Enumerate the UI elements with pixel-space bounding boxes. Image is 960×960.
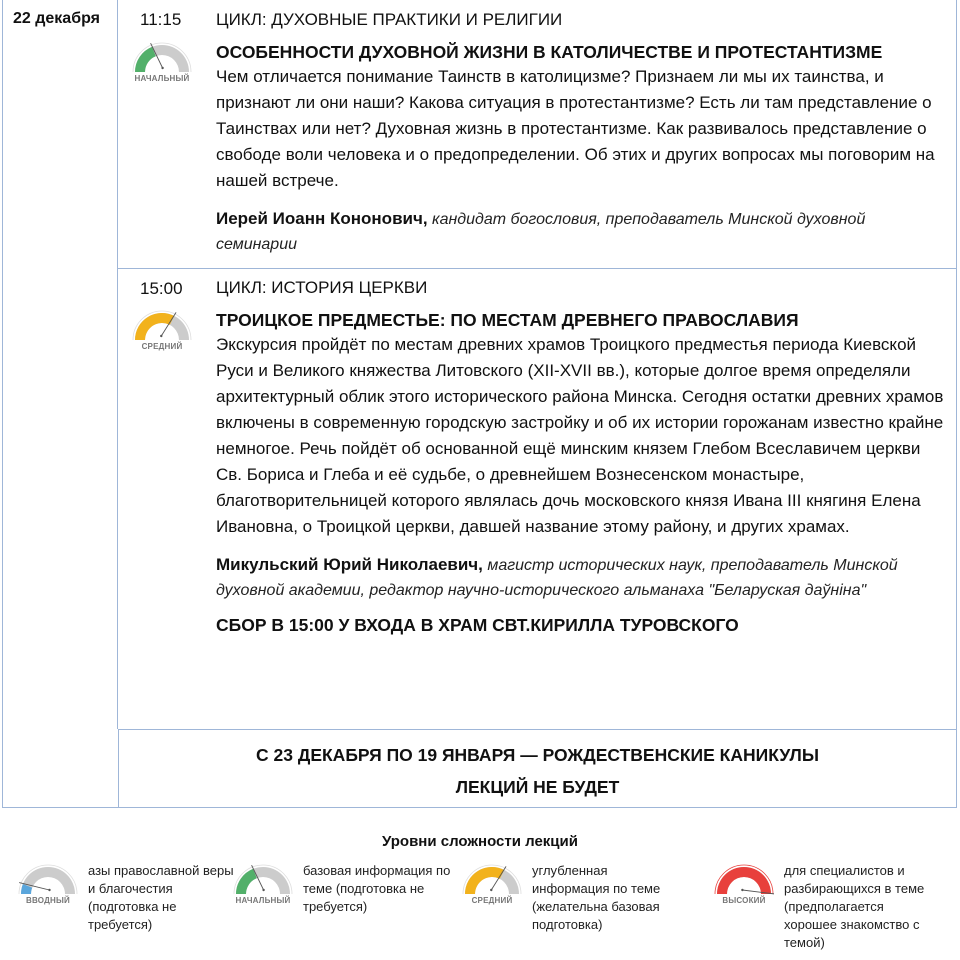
gauge-pivot bbox=[161, 67, 163, 69]
holiday-line-2: ЛЕКЦИЙ НЕ БУДЕТ bbox=[455, 777, 620, 797]
date-label: 22 декабря bbox=[13, 10, 100, 27]
holiday-line-1: С 23 ДЕКАБРЯ ПО 19 ЯНВАРЯ — РОЖДЕСТВЕНСКИЕ КАНИКУЛЫ bbox=[256, 745, 819, 765]
legend-level-text: углубленная информация по теме (желательна базовая подготовка) bbox=[532, 863, 661, 932]
speaker-info: магистр исторических наук, преподаватель Минской духовной академии, редактор научно-исторического альманаха "Беларуская даўніна" bbox=[216, 557, 898, 599]
lecture-speaker bbox=[216, 552, 948, 603]
legend-title: Уровни сложности лекций bbox=[382, 833, 578, 850]
lecture-cycle: ЦИКЛ: ДУХОВНЫЕ ПРАКТИКИ И РЕЛИГИИ bbox=[216, 10, 563, 29]
gauge-pivot bbox=[160, 335, 162, 337]
difficulty-gauge-icon bbox=[132, 308, 192, 351]
legend-level-text: азы православной веры и благочестия (подготовка не требуется) bbox=[88, 863, 234, 932]
lecture-speaker bbox=[216, 206, 948, 257]
gauge-pivot bbox=[490, 889, 492, 891]
gauge-introductory-icon bbox=[18, 862, 78, 905]
speaker-info: кандидат богословия, преподаватель Минской духовной семинарии bbox=[216, 211, 866, 253]
lecture-time: 15:00 bbox=[140, 279, 183, 298]
legend-level-text: базовая информация по теме (подготовка не требуется) bbox=[303, 863, 451, 914]
gauge-beginner-icon bbox=[233, 862, 293, 905]
legend-item-advanced bbox=[714, 862, 925, 950]
legend-level-label: НАЧАЛЬНЫЙ bbox=[235, 896, 291, 905]
speaker-name: Микульский Юрий Николаевич, bbox=[216, 555, 483, 574]
legend-item-intermediate bbox=[462, 862, 661, 932]
lecture-row bbox=[118, 0, 956, 269]
difficulty-gauge-icon bbox=[132, 40, 192, 83]
gauge-pivot bbox=[262, 889, 264, 891]
lecture-cycle: ЦИКЛ: ИСТОРИЯ ЦЕРКВИ bbox=[216, 278, 428, 297]
holiday-notice bbox=[118, 729, 956, 807]
legend-level-label: СРЕДНИЙ bbox=[471, 896, 513, 905]
gauge-pivot bbox=[48, 889, 50, 891]
gauge-fill bbox=[135, 313, 174, 340]
legend-item-introductory bbox=[18, 862, 234, 932]
gauge-pivot bbox=[741, 889, 743, 891]
lecture-description: Экскурсия пройдёт по местам древних храмов Троицкого предместья периода Киевской Руси и Великого княжества Литовского (XII-XVII вв.), которые долгое время определяли архитектурный облик этого исторического района Минска. Сегодня остатки древних храмов включены в современную городскую застройку и об их истории горожанам известно крайне немногое. Речь пойдёт об основанной ещё минским князем Глебом Всеславичем церкви Св. Бориса и Глеба и её судьбе, о древнейшем Вознесенском монастыре, благотворительницей которого являлась дочь московского князя Ивана III княгиня Елена Ивановна, о Троицкой церкви, давшей название этому району, и других храмах. bbox=[216, 335, 944, 536]
difficulty-label: НАЧАЛЬНЫЙ bbox=[134, 74, 190, 83]
lecture-time: 11:15 bbox=[140, 10, 182, 29]
difficulty-label: СРЕДНИЙ bbox=[141, 342, 183, 351]
gauge-fill bbox=[236, 869, 257, 894]
lecture-title: ТРОИЦКОЕ ПРЕДМЕСТЬЕ: ПО МЕСТАМ ДРЕВНЕГО ПРАВОСЛАВИЯ bbox=[216, 310, 799, 330]
schedule-table bbox=[2, 0, 957, 808]
lecture-row bbox=[118, 268, 956, 730]
gathering-note: СБОР В 15:00 У ВХОДА В ХРАМ СВТ.КИРИЛЛА ТУРОВСКОГО bbox=[216, 615, 739, 635]
legend-level-text: для специалистов и разбирающихся в теме (предполагается хорошее знакомство с темой) bbox=[784, 863, 925, 950]
gauge-fill bbox=[135, 47, 156, 72]
legend-level-label: ВЫСОКИЙ bbox=[722, 896, 766, 905]
legend-level-label: ВВОДНЫЙ bbox=[26, 896, 70, 905]
lecture-title: ОСОБЕННОСТИ ДУХОВНОЙ ЖИЗНИ В КАТОЛИЧЕСТВЕ И ПРОТЕСТАНТИЗМЕ bbox=[216, 42, 883, 62]
gauge-fill bbox=[465, 867, 504, 894]
speaker-name: Иерей Иоанн Кононович, bbox=[216, 209, 428, 228]
lecture-description: Чем отличается понимание Таинств в католицизме? Признаем ли мы их таинства, и признают ли они наши? Какова ситуация в протестантизме? Есть ли там представление о Таинствах или нет? Духовная жизнь в протестантизме. Как развивалось представление о свободе воли человека и о предопределении. Об этих и других вопросах мы поговорим на нашей встрече. bbox=[216, 67, 935, 190]
legend-item-beginner bbox=[233, 862, 451, 914]
date-cell bbox=[3, 0, 118, 729]
gauge-intermediate-icon bbox=[462, 862, 522, 905]
gauge-advanced-icon bbox=[714, 862, 774, 905]
